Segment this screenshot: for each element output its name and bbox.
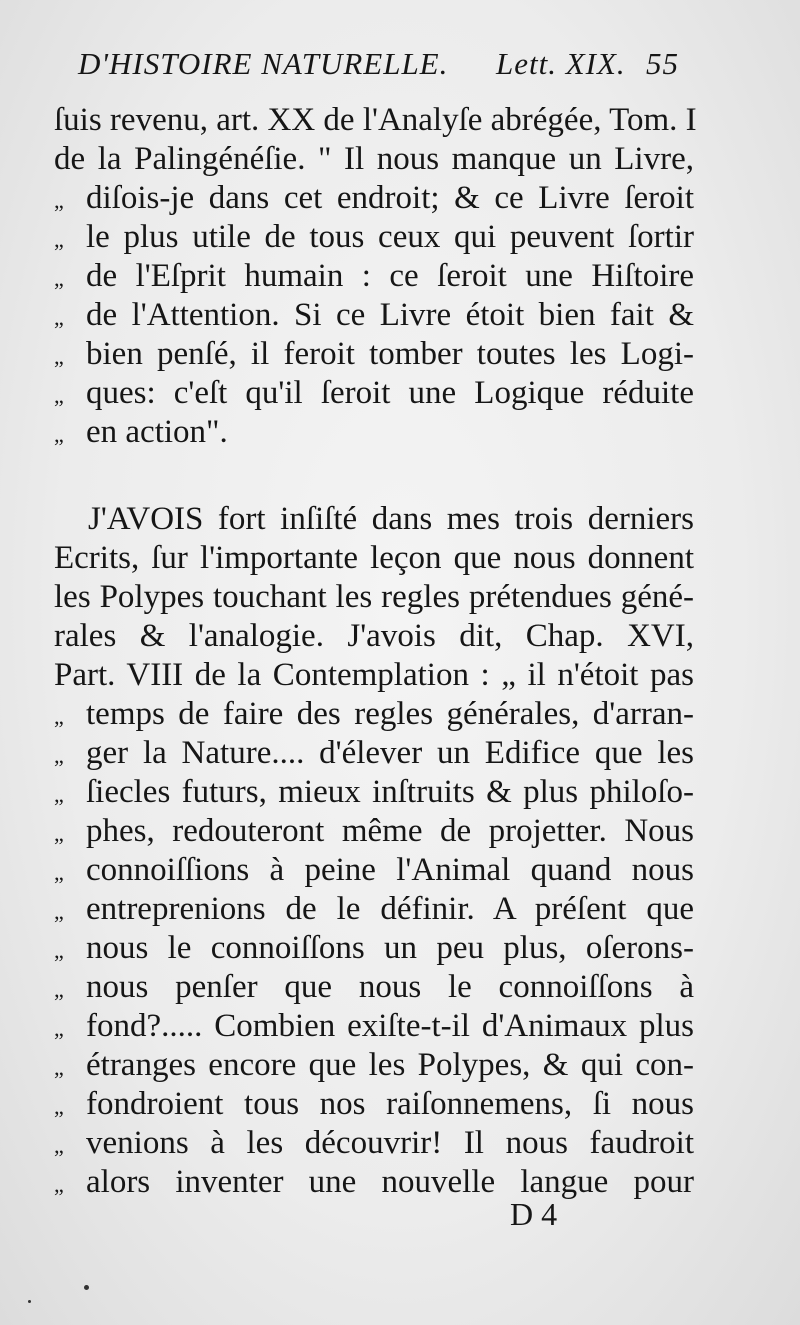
text-line [54, 578, 694, 616]
quote-mark: „ [54, 821, 64, 846]
line-text: ques: c'eſt qu'il ſeroit une Logique réduite [86, 375, 694, 411]
quote-mark: „ [54, 1172, 64, 1197]
line-text: entreprenions de le définir. A préſent que [86, 891, 694, 927]
quote-mark: „ [54, 1016, 64, 1041]
text-line [54, 656, 694, 694]
line-text: diſois-je dans cet endroit; & ce Livre ſeroit [86, 180, 694, 216]
header-title: D'HISTOIRE NATURELLE. [78, 46, 449, 81]
quote-mark: „ [54, 266, 64, 291]
line-text: connoiſſions à peine l'Animal quand nous [86, 852, 694, 888]
text-line [54, 695, 694, 733]
quote-mark: „ [54, 1133, 64, 1158]
text-line [54, 218, 694, 256]
line-text: Part. VIII de la Contemplation : „ il n'étoit pas [54, 657, 694, 693]
line-text: venions à les découvrir! Il nous faudroit [86, 1125, 694, 1161]
text-line [54, 335, 694, 373]
quote-mark: „ [54, 704, 64, 729]
text-line [54, 929, 694, 967]
ink-speck [28, 1300, 31, 1303]
line-text: fond?..... Combien exiſte-t-il d'Animaux plus [86, 1008, 694, 1044]
ink-speck [84, 1285, 89, 1290]
quote-mark: „ [54, 743, 64, 768]
line-text: de l'Eſprit humain : ce ſeroit une Hiſtoire [86, 258, 694, 294]
running-header [78, 38, 688, 88]
quote-mark: „ [54, 188, 64, 213]
text-line [54, 179, 694, 217]
quote-mark: „ [54, 860, 64, 885]
line-text: le plus utile de tous ceux qui peuvent ſortir [86, 219, 694, 255]
line-text: rales & l'analogie. J'avois dit, Chap. XVI, [54, 618, 694, 654]
line-text: de la Palingénéſie. " Il nous manque un Livre, [54, 141, 694, 177]
line-text: Ecrits, ſur l'importante leçon que nous donnent [54, 540, 694, 576]
line-text: J'AVOIS fort inſiſté dans mes trois derniers [88, 501, 694, 537]
line-text: phes, redouteront même de projetter. Nous [86, 813, 694, 849]
text-line [54, 851, 694, 889]
quote-mark: „ [54, 938, 64, 963]
quote-mark: „ [54, 422, 64, 447]
line-text: nous le connoiſſons un peu plus, oſerons- [86, 930, 694, 966]
quote-mark: „ [54, 782, 64, 807]
text-line [54, 968, 694, 1006]
quote-mark: „ [54, 1094, 64, 1119]
text-line [54, 374, 694, 412]
line-text: temps de faire des regles générales, d'arran- [86, 696, 694, 732]
line-text: en action". [86, 414, 228, 450]
line-text: ger la Nature.... d'élever un Edifice que les [86, 735, 694, 771]
page-number: 55 [646, 46, 679, 81]
line-text: fondroient tous nos raiſonnemens, ſi nous [86, 1086, 694, 1122]
line-text: les Polypes touchant les regles prétendues géné- [54, 579, 694, 615]
text-line [54, 617, 694, 655]
line-text: alors inventer une nouvelle langue pour [86, 1164, 694, 1200]
text-line [54, 1046, 694, 1084]
text-line [54, 1007, 694, 1045]
quote-mark: „ [54, 1055, 64, 1080]
text-line [54, 539, 694, 577]
quote-mark: „ [54, 383, 64, 408]
text-line [54, 734, 694, 772]
quote-mark: „ [54, 227, 64, 252]
line-text: étranges encore que les Polypes, & qui con- [86, 1047, 694, 1083]
quote-mark: „ [54, 977, 64, 1002]
signature-mark: D 4 [510, 1196, 558, 1232]
text-line [54, 140, 694, 178]
line-text: ſiecles futurs, mieux inſtruits & plus philoſo- [86, 774, 694, 810]
text-line [54, 413, 694, 451]
text-line [54, 296, 694, 334]
text-line [54, 890, 694, 928]
line-text: nous penſer que nous le connoiſſons à [86, 969, 694, 1005]
line-text: bien penſé, il feroit tomber toutes les Logi- [86, 336, 694, 372]
text-line [54, 1085, 694, 1123]
quote-mark: „ [54, 344, 64, 369]
text-line [88, 500, 694, 538]
text-line [54, 773, 694, 811]
text-line [54, 1124, 694, 1162]
line-text: de l'Attention. Si ce Livre étoit bien fait & [86, 297, 694, 333]
line-text: ſuis revenu, art. XX de l'Analyſe abrégée, Tom. I [54, 102, 697, 138]
text-line [54, 257, 694, 295]
text-line [54, 812, 694, 850]
text-line [54, 101, 697, 139]
quote-mark: „ [54, 899, 64, 924]
header-letter-number: Lett. XIX. [496, 46, 626, 81]
quote-mark: „ [54, 305, 64, 330]
